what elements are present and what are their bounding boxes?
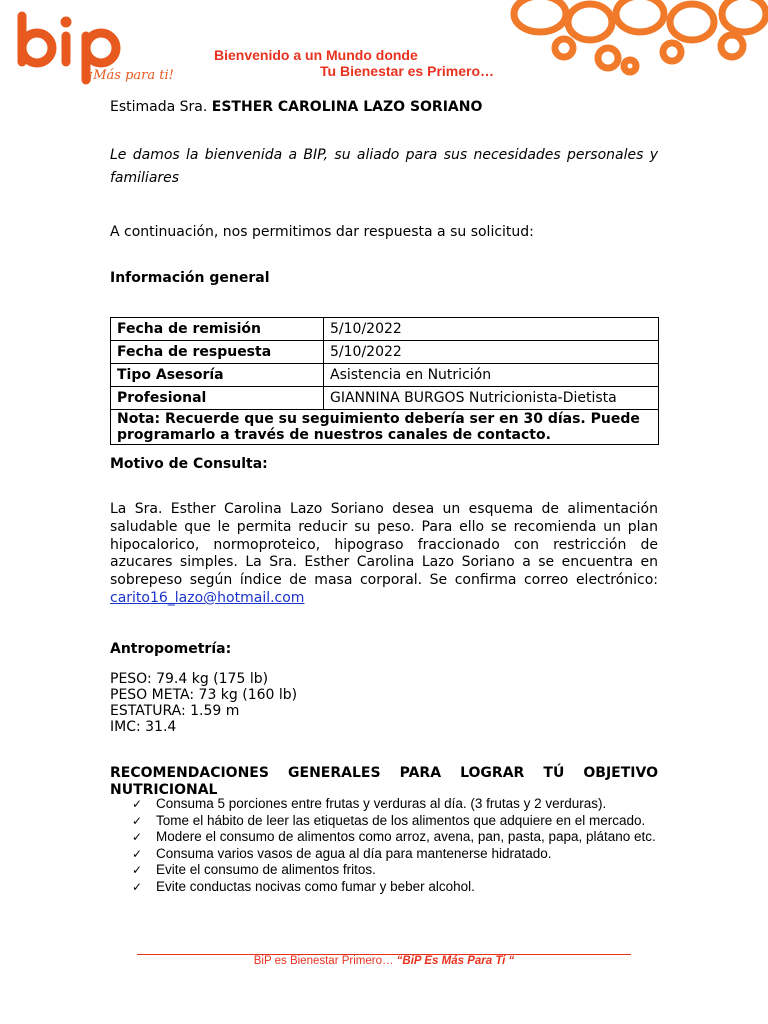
peso-meta: PESO META: 73 kg (160 lb) — [110, 687, 298, 703]
logo-tagline: ¡Más para ti! — [88, 68, 174, 83]
recomendaciones-list — [130, 796, 658, 895]
header-slogan-line1: Bienvenido a un Mundo donde — [214, 47, 418, 63]
info-note: Nota: Recuerde que su seguimiento debería ser en 30 días. Puede programarlo a través de nuestros canales de contacto. — [111, 410, 659, 445]
antropometria-heading: Antropometría: — [110, 641, 232, 657]
list-item-text: Modere el consumo de alimentos como arroz, avena, pan, pasta, papa, plátano etc. — [156, 829, 656, 844]
header-slogan-line2: Tu Bienestar es Primero… — [320, 63, 495, 79]
info-value: Asistencia en Nutrición — [324, 364, 659, 387]
greeting — [110, 98, 482, 116]
intro-text: A continuación, nos permitimos dar respuesta a su solicitud: — [110, 224, 534, 240]
greeting-prefix: Estimada Sra. — [110, 99, 212, 115]
info-label: Fecha de respuesta — [111, 341, 324, 364]
patient-name: ESTHER CAROLINA LAZO SORIANO — [211, 99, 483, 115]
list-item-text: Consuma varios vasos de agua al día para mantenerse hidratado. — [156, 845, 552, 861]
check-icon: ✓ — [132, 830, 143, 844]
motivo-body — [110, 501, 658, 608]
email-link[interactable]: carito16_lazo@hotmail.com — [110, 589, 305, 606]
decorative-bubbles — [500, 0, 768, 80]
motivo-heading: Motivo de Consulta: — [110, 456, 268, 472]
check-icon: ✓ — [132, 797, 143, 811]
list-item-text: Evite conductas nocivas como fumar y beber alcohol. — [156, 878, 475, 894]
footer — [0, 955, 768, 967]
peso: PESO: 79.4 kg (175 lb) — [110, 671, 269, 687]
info-label: Tipo Asesoría — [111, 364, 324, 387]
list-item-text: Evite el consumo de alimentos fritos. — [156, 862, 376, 877]
table-row — [111, 410, 659, 445]
welcome-text: Le damos la bienvenida a BIP, su aliado para sus necesidades personales y familiares — [110, 147, 658, 186]
antropometria-values — [110, 671, 297, 735]
check-icon: ✓ — [132, 879, 143, 894]
check-icon: ✓ — [132, 846, 143, 861]
info-value: 5/10/2022 — [324, 318, 659, 341]
footer-left: BiP es Bienestar Primero… — [253, 955, 397, 967]
list-item — [130, 796, 658, 813]
footer-right: “BiP Es Más Para Ti “ — [396, 955, 515, 967]
list-item — [130, 862, 658, 879]
list-item-text: Consuma 5 porciones entre frutas y verduras al día. (3 frutas y 2 verduras). — [156, 796, 607, 811]
estatura: ESTATURA: 1.59 m — [110, 703, 240, 719]
info-value: GIANNINA BURGOS Nutricionista-Dietista — [324, 387, 659, 410]
info-table — [110, 317, 659, 445]
motivo-text: La Sra. Esther Carolina Lazo Soriano desea un esquema de alimentación saludable que le permita reducir su peso. Para ello se recomienda un plan hipocalorico, normoproteico, hipograso fraccionado con restricción de azucares simples. La Sra. Esther Carolina Lazo Soriano a se encuentra en sobrepeso según índice de masa corporal. Se confirma correo electrónico: — [110, 501, 658, 589]
list-item — [130, 829, 658, 846]
list-item — [130, 813, 658, 830]
info-heading: Información general — [110, 270, 270, 286]
table-row — [111, 341, 659, 364]
table-row — [111, 387, 659, 410]
list-item — [130, 879, 658, 896]
table-row — [111, 318, 659, 341]
info-label: Fecha de remisión — [111, 318, 324, 341]
info-value: 5/10/2022 — [324, 341, 659, 364]
recomendaciones-heading: RECOMENDACIONES GENERALES PARA LOGRAR TÚ OBJETIVO — [110, 765, 658, 781]
check-icon: ✓ — [132, 813, 143, 828]
list-item — [130, 846, 658, 863]
recomendaciones-heading-2: NUTRICIONAL — [110, 782, 218, 798]
list-item-text: Tome el hábito de leer las etiquetas de los alimentos que adquiere en el mercado. — [156, 812, 646, 828]
table-row — [111, 364, 659, 387]
imc: IMC: 31.4 — [110, 719, 177, 735]
check-icon: ✓ — [132, 863, 143, 877]
info-label: Profesional — [111, 387, 324, 410]
